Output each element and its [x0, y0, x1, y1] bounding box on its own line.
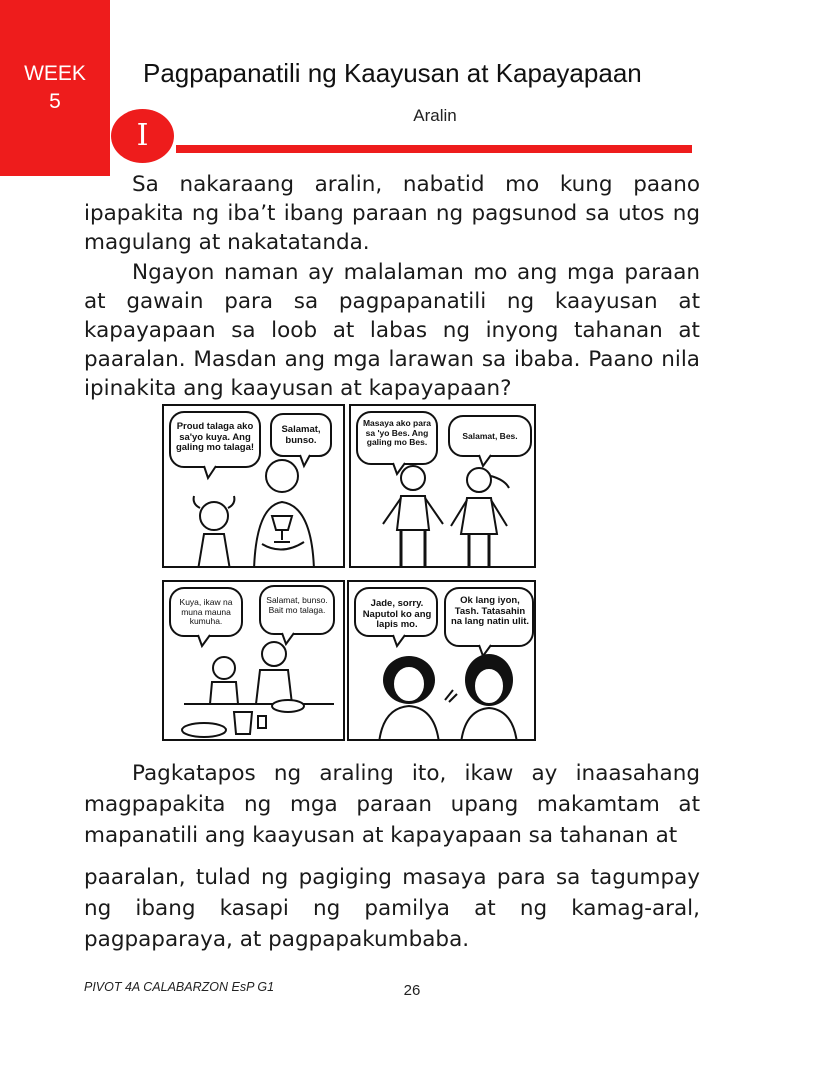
- speech-bubble: Salamat, Bes.: [462, 431, 518, 441]
- comic-panel-1: [162, 404, 345, 568]
- week-number: 5: [49, 90, 61, 113]
- speech-bubble: Salamat, bunso.: [281, 424, 321, 446]
- comic-panel-3: [162, 580, 345, 741]
- paragraph-intro: Sa nakaraang aralin, nabatid mo kung paano ipapakita ng iba’t ibang paraan ng pagsunod sa utos ng magulang at nakatatanda.: [84, 172, 700, 255]
- page-title: Pagpapanatili ng Kaayusan at Kapayapaan: [143, 58, 642, 88]
- week-badge: [0, 0, 110, 176]
- speech-bubble: Kuya, ikaw na muna mauna kumuha.: [179, 597, 233, 626]
- comic-strip: [162, 404, 536, 741]
- footer-source: PIVOT 4A CALABARZON EsP G1: [84, 980, 275, 994]
- page-number: 26: [403, 982, 421, 999]
- speech-bubble: Salamat, bunso. Bait mo talaga.: [266, 595, 328, 615]
- paragraph-instruction: Ngayon naman ay malalaman mo ang mga paraan at gawain para sa pagpapanatili ng kaayusan at kapayapaan sa loob at labas ng inyong tahanan at paaralan. Masdan ang mga larawan sa ibaba. Paano nila ipinakita ang kaayusan at kapayapaan?: [84, 260, 700, 401]
- section-marker: I: [111, 109, 174, 163]
- comic-panel-2: [349, 404, 536, 568]
- paragraph-objective: Pagkatapos ng araling ito, ikaw ay inaasahang magpapakita ng mga paraan upang makamtam at mapanatili ang kaayusan at kapayapaan sa tahanan at: [84, 761, 700, 848]
- speech-bubble: Jade, sorry. Naputol ko ang lapis mo.: [362, 598, 432, 630]
- header-divider: [176, 145, 692, 153]
- week-label: WEEK: [24, 62, 86, 85]
- speech-bubble: Ok lang iyon, Tash. Tatasahin na lang natin ulit.: [450, 595, 530, 627]
- speech-bubble: Proud talaga ako sa'yo kuya. Ang galing mo talaga!: [175, 421, 255, 453]
- comic-panel-4: [347, 580, 536, 741]
- paragraph-objective-continued: paaralan, tulad ng pagiging masaya para sa tagumpay ng ibang kasapi ng pamilya at ng kamag-aral, pagpaparaya, at pagpapakumbaba.: [84, 865, 700, 952]
- speech-bubble: Masaya ako para sa 'yo Bes. Ang galing mo Bes.: [362, 418, 432, 447]
- section-subtitle: Aralin: [413, 106, 457, 125]
